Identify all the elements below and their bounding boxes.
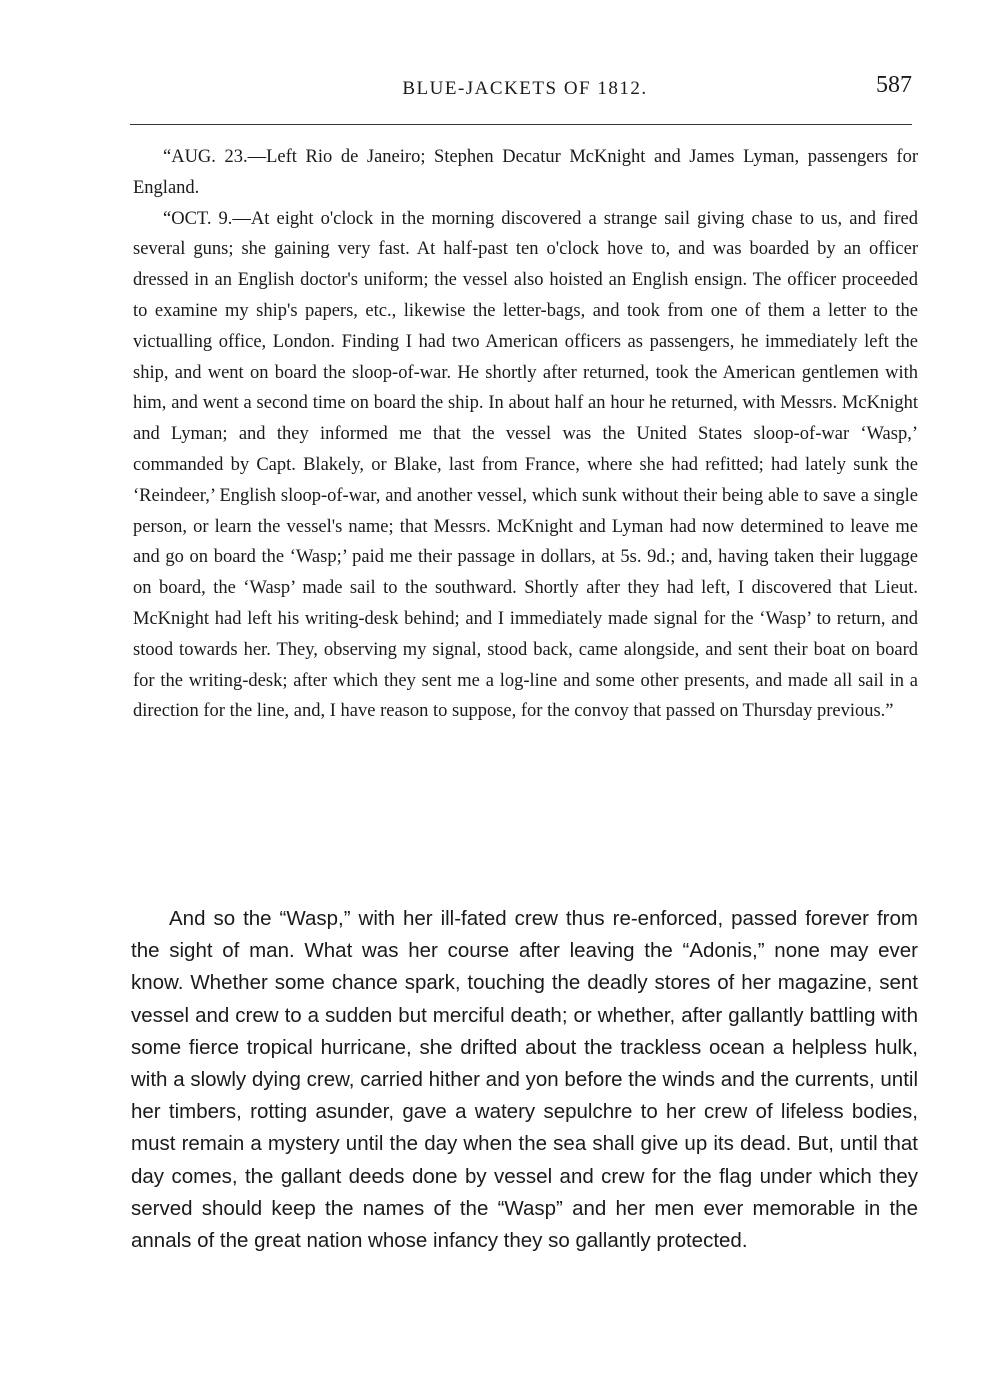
header-rule <box>130 124 912 125</box>
page-number: 587 <box>876 72 912 98</box>
log-entry-oct-9: “OCT. 9.—At eight o'clock in the morning discovered a strange sail giving chase to us, and fired several guns; she gaining very fast. At half-past ten o'clock hove to, and was boarded by an officer dressed in an English doctor's uniform; the vessel also hoisted an English ensign. The officer proceeded to examine my ship's papers, etc., likewise the letter-bags, and took from one of them a letter to the victualling office, London. Finding I had two American officers as passengers, he immediately left the ship, and went on board the sloop-of-war. He shortly after returned, took the American gentlemen with him, and went a second time on board the ship. In about half an hour he returned, with Messrs. McKnight and Lyman; and they informed me that the vessel was the United States sloop-of-war ‘Wasp,’ commanded by Capt. Blakely, or Blake, last from France, where she had refitted; had lately sunk the ‘Reindeer,’ English sloop-of-war, and another vessel, which sunk without their being able to save a single person, or learn the vessel's name; that Messrs. McKnight and Lyman had now determined to leave me and go on board the ‘Wasp;’ paid me their passage in dollars, at 5s. 9d.; and, having taken their luggage on board, the ‘Wasp’ made sail to the southward. Shortly after they had left, I discovered that Lieut. McKnight had left his writing-desk behind; and I immediately made signal for the ‘Wasp’ to return, and stood towards her. They, observing my signal, stood back, came alongside, and sent their boat on board for the writing-desk; after which they sent me a log-line and some other presents, and made all sail in a direction for the line, and, I have reason to suppose, for the convoy that passed on Thursday previous.” <box>133 208 918 722</box>
body-text <box>131 903 918 1257</box>
page-header <box>130 72 920 112</box>
quoted-log-entries <box>133 142 918 727</box>
running-head: BLUE-JACKETS OF 1812. <box>402 78 648 99</box>
log-entry-aug-23: “AUG. 23.—Left Rio de Janeiro; Stephen Decatur McKnight and James Lyman, passengers for England. <box>133 147 918 198</box>
body-paragraph: And so the “Wasp,” with her ill-fated crew thus re-enforced, passed forever from the sight of man. What was her course after leaving the “Adonis,” none may ever know. Whether some chance spark, touching the deadly stores of her magazine, sent vessel and crew to a sudden but merciful death; or whether, after gallantly battling with some fierce tropical hurricane, she drifted about the trackless ocean a helpless hulk, with a slowly dying crew, carried hither and yon before the winds and the currents, until her timbers, rotting asunder, gave a watery sepulchre to her crew of lifeless bodies, must remain a mystery until the day when the sea shall give up its dead. But, until that day comes, the gallant deeds done by vessel and crew for the flag under which they served should keep the names of the “Wasp” and her men ever memorable in the annals of the great nation whose infancy they so gallantly protected. <box>131 907 918 1253</box>
